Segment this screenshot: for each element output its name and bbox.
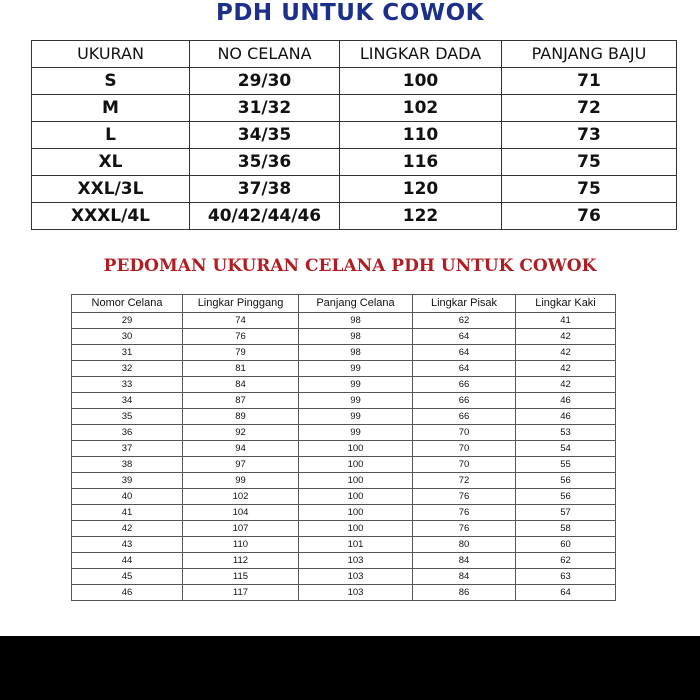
table-cell: 99 bbox=[299, 361, 413, 377]
table-cell: 42 bbox=[72, 521, 183, 537]
table-cell: 35 bbox=[72, 409, 183, 425]
column-header: NO CELANA bbox=[190, 41, 340, 68]
table-cell: 39 bbox=[72, 473, 183, 489]
pants-size-table bbox=[71, 294, 616, 601]
table-cell: 71 bbox=[502, 68, 677, 95]
table-cell: 122 bbox=[340, 203, 502, 230]
table-cell: 79 bbox=[183, 345, 299, 361]
column-header: LINGKAR DADA bbox=[340, 41, 502, 68]
table-cell: 66 bbox=[413, 377, 516, 393]
table-cell: 103 bbox=[299, 569, 413, 585]
table-cell: 34 bbox=[72, 393, 183, 409]
table-cell: 60 bbox=[516, 537, 616, 553]
size-chart-title: PDH UNTUK COWOK bbox=[215, 0, 484, 26]
table-row bbox=[72, 345, 616, 361]
table-cell: 87 bbox=[183, 393, 299, 409]
shirt-size-table bbox=[31, 40, 677, 230]
table-cell: 92 bbox=[183, 425, 299, 441]
table-cell: 41 bbox=[516, 313, 616, 329]
table-row bbox=[72, 505, 616, 521]
table-cell: 110 bbox=[183, 537, 299, 553]
table-cell: 81 bbox=[183, 361, 299, 377]
table-cell: 99 bbox=[183, 473, 299, 489]
table-cell: 104 bbox=[183, 505, 299, 521]
table-row bbox=[32, 176, 677, 203]
table-cell: 29/30 bbox=[190, 68, 340, 95]
pants-guide-title: PEDOMAN UKURAN CELANA PDH UNTUK COWOK bbox=[103, 256, 597, 276]
table-cell: 97 bbox=[183, 457, 299, 473]
table-cell: 84 bbox=[413, 569, 516, 585]
table-row bbox=[32, 95, 677, 122]
table-cell: 42 bbox=[516, 377, 616, 393]
table-cell: 101 bbox=[299, 537, 413, 553]
table-cell: 53 bbox=[516, 425, 616, 441]
table-cell: 100 bbox=[299, 521, 413, 537]
table-cell: 35/36 bbox=[190, 149, 340, 176]
table-cell: 76 bbox=[183, 329, 299, 345]
table-cell: 112 bbox=[183, 553, 299, 569]
column-header: PANJANG BAJU bbox=[502, 41, 677, 68]
table-cell: 70 bbox=[413, 457, 516, 473]
table-row bbox=[72, 537, 616, 553]
table-cell: 102 bbox=[340, 95, 502, 122]
table-cell: L bbox=[32, 122, 190, 149]
table-cell: 66 bbox=[413, 409, 516, 425]
table-cell: 73 bbox=[502, 122, 677, 149]
table-cell: 94 bbox=[183, 441, 299, 457]
table-cell: 64 bbox=[413, 345, 516, 361]
table-cell: 99 bbox=[299, 377, 413, 393]
table-cell: 64 bbox=[413, 361, 516, 377]
table-cell: 76 bbox=[413, 521, 516, 537]
table-cell: 76 bbox=[502, 203, 677, 230]
table-cell: 100 bbox=[299, 489, 413, 505]
table-cell: 75 bbox=[502, 149, 677, 176]
table-cell: 110 bbox=[340, 122, 502, 149]
table-cell: 54 bbox=[516, 441, 616, 457]
table-cell: 31 bbox=[72, 345, 183, 361]
table-cell: 86 bbox=[413, 585, 516, 601]
table-cell: 56 bbox=[516, 489, 616, 505]
table-cell: 57 bbox=[516, 505, 616, 521]
table-cell: 42 bbox=[516, 361, 616, 377]
table-cell: 102 bbox=[183, 489, 299, 505]
table-cell: 46 bbox=[72, 585, 183, 601]
table-row bbox=[72, 569, 616, 585]
table-cell: 98 bbox=[299, 345, 413, 361]
table-cell: 70 bbox=[413, 425, 516, 441]
table-cell: 84 bbox=[413, 553, 516, 569]
table-row bbox=[72, 313, 616, 329]
table-row bbox=[72, 585, 616, 601]
table-row bbox=[72, 489, 616, 505]
table-cell: 100 bbox=[340, 68, 502, 95]
table-cell: 62 bbox=[516, 553, 616, 569]
table-cell: 40/42/44/46 bbox=[190, 203, 340, 230]
table-cell: 120 bbox=[340, 176, 502, 203]
table-cell: 99 bbox=[299, 409, 413, 425]
column-header: Lingkar Kaki bbox=[516, 295, 616, 313]
table-cell: 75 bbox=[502, 176, 677, 203]
table-header-row bbox=[72, 295, 616, 313]
table-cell: S bbox=[32, 68, 190, 95]
table-row bbox=[72, 377, 616, 393]
table-row bbox=[72, 457, 616, 473]
table-cell: 76 bbox=[413, 489, 516, 505]
table-row bbox=[72, 441, 616, 457]
table-cell: 70 bbox=[413, 441, 516, 457]
table-cell: 34/35 bbox=[190, 122, 340, 149]
table-cell: 43 bbox=[72, 537, 183, 553]
footer-bar bbox=[0, 636, 700, 700]
table-cell: 117 bbox=[183, 585, 299, 601]
table-cell: 64 bbox=[413, 329, 516, 345]
table-cell: 46 bbox=[516, 409, 616, 425]
table-row bbox=[32, 68, 677, 95]
column-header: Lingkar Pinggang bbox=[183, 295, 299, 313]
table-cell: 37/38 bbox=[190, 176, 340, 203]
table-cell: 76 bbox=[413, 505, 516, 521]
table-cell: 100 bbox=[299, 505, 413, 521]
table-cell: 80 bbox=[413, 537, 516, 553]
table-row bbox=[32, 122, 677, 149]
table-cell: 66 bbox=[413, 393, 516, 409]
table-row bbox=[72, 393, 616, 409]
table-cell: 44 bbox=[72, 553, 183, 569]
table-cell: M bbox=[32, 95, 190, 122]
table-header-row bbox=[32, 41, 677, 68]
column-header: Nomor Celana bbox=[72, 295, 183, 313]
table-cell: 64 bbox=[516, 585, 616, 601]
table-cell: 32 bbox=[72, 361, 183, 377]
table-cell: XXXL/4L bbox=[32, 203, 190, 230]
table-cell: 33 bbox=[72, 377, 183, 393]
table-cell: 30 bbox=[72, 329, 183, 345]
table-row bbox=[32, 149, 677, 176]
table-cell: 84 bbox=[183, 377, 299, 393]
table-cell: 31/32 bbox=[190, 95, 340, 122]
table-cell: 46 bbox=[516, 393, 616, 409]
table-cell: 62 bbox=[413, 313, 516, 329]
column-header: Lingkar Pisak bbox=[413, 295, 516, 313]
column-header: UKURAN bbox=[32, 41, 190, 68]
table-cell: 55 bbox=[516, 457, 616, 473]
table-cell: 103 bbox=[299, 585, 413, 601]
table-cell: 98 bbox=[299, 329, 413, 345]
table-cell: 100 bbox=[299, 457, 413, 473]
table-cell: 100 bbox=[299, 441, 413, 457]
table-row bbox=[72, 409, 616, 425]
table-cell: 115 bbox=[183, 569, 299, 585]
table-cell: 38 bbox=[72, 457, 183, 473]
table-cell: 100 bbox=[299, 473, 413, 489]
table-cell: 99 bbox=[299, 425, 413, 441]
table-row bbox=[32, 203, 677, 230]
table-cell: 74 bbox=[183, 313, 299, 329]
column-header: Panjang Celana bbox=[299, 295, 413, 313]
table-cell: 99 bbox=[299, 393, 413, 409]
table-cell: 36 bbox=[72, 425, 183, 441]
table-cell: 37 bbox=[72, 441, 183, 457]
table-cell: 116 bbox=[340, 149, 502, 176]
table-cell: 42 bbox=[516, 329, 616, 345]
table-cell: 42 bbox=[516, 345, 616, 361]
table-cell: 45 bbox=[72, 569, 183, 585]
table-cell: 103 bbox=[299, 553, 413, 569]
table-row bbox=[72, 425, 616, 441]
table-cell: XXL/3L bbox=[32, 176, 190, 203]
table-cell: 58 bbox=[516, 521, 616, 537]
table-cell: 98 bbox=[299, 313, 413, 329]
table-cell: XL bbox=[32, 149, 190, 176]
table-row bbox=[72, 553, 616, 569]
table-row bbox=[72, 473, 616, 489]
table-row bbox=[72, 521, 616, 537]
table-cell: 107 bbox=[183, 521, 299, 537]
table-cell: 29 bbox=[72, 313, 183, 329]
table-cell: 72 bbox=[502, 95, 677, 122]
table-cell: 56 bbox=[516, 473, 616, 489]
table-row bbox=[72, 329, 616, 345]
table-cell: 40 bbox=[72, 489, 183, 505]
table-row bbox=[72, 361, 616, 377]
table-cell: 72 bbox=[413, 473, 516, 489]
table-cell: 41 bbox=[72, 505, 183, 521]
table-cell: 89 bbox=[183, 409, 299, 425]
table-cell: 63 bbox=[516, 569, 616, 585]
